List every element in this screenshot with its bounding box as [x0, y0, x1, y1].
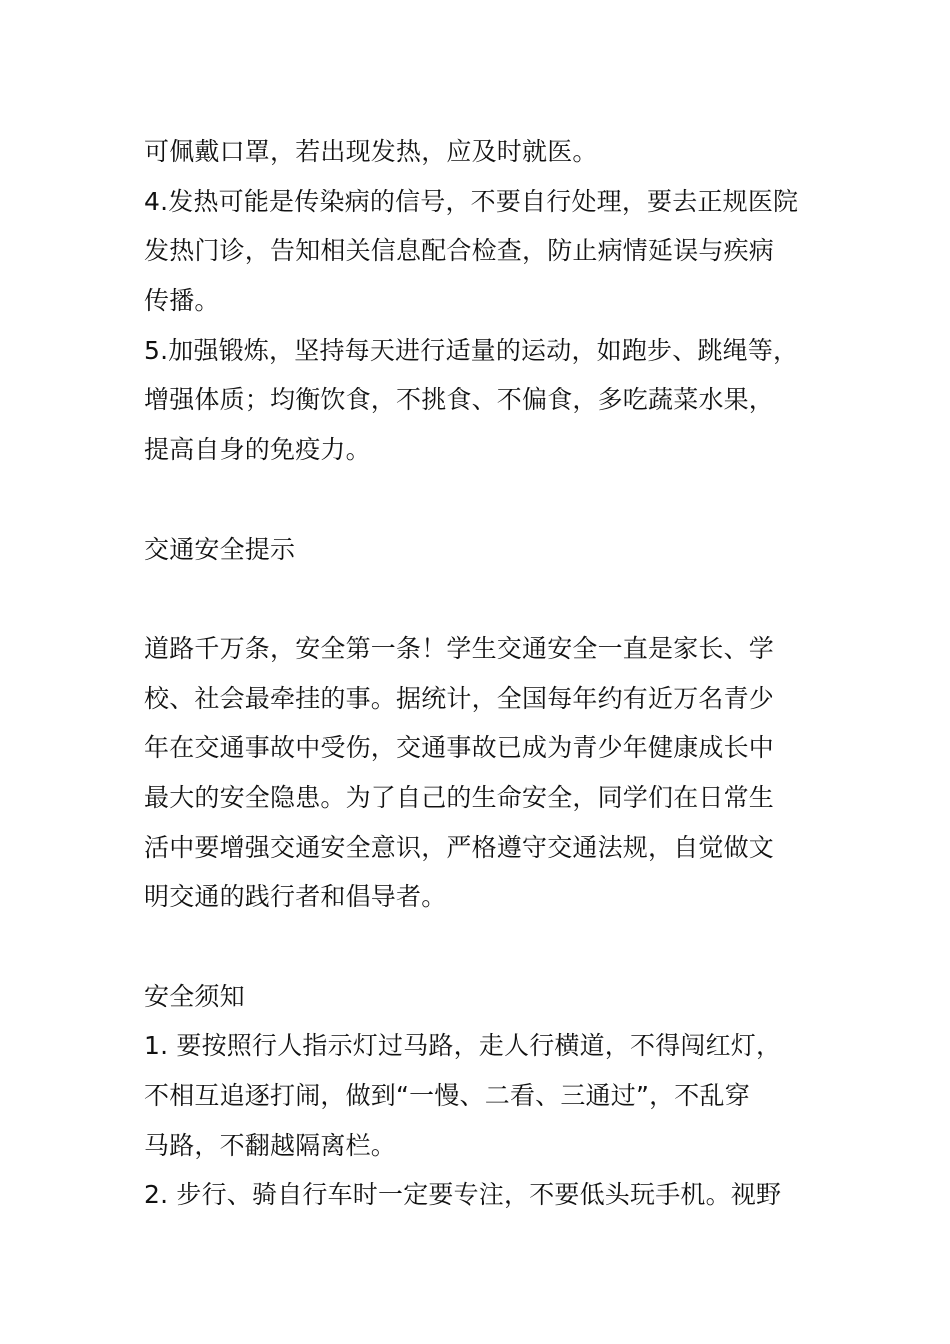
text-line: 2. 步行、骑自行车时一定要专注，不要低头玩手机。视野: [144, 1180, 782, 1210]
text-line: 提高自身的免疫力。: [144, 435, 371, 465]
text-line: 活中要增强交通安全意识，严格遵守交通法规，自觉做文: [144, 832, 775, 862]
paragraph-mask-continuation: [144, 127, 814, 177]
paragraph-item-4: [144, 177, 814, 326]
blank-line: [144, 574, 814, 624]
text-line: 道路千万条，安全第一条！学生交通安全一直是家长、学: [144, 633, 775, 663]
text-line: 增强体质；均衡饮食，不挑食、不偏食，多吃蔬菜水果，: [144, 385, 775, 415]
text-line: 明交通的践行者和倡导者。: [144, 882, 447, 912]
text-line: 不相互追逐打闹，做到“一慢、二看、三通过”，不乱穿: [144, 1081, 750, 1111]
document-body: [144, 127, 814, 1220]
text-line: 传播。: [144, 286, 220, 316]
text-line: 校、社会最牵挂的事。据统计，全国每年约有近万名青少: [144, 683, 775, 713]
text-line: 可佩戴口罩，若出现发热，应及时就医。: [144, 137, 598, 166]
paragraph-notice-1: [144, 1021, 814, 1170]
paragraph-traffic-intro: [144, 624, 814, 922]
text-line: 年在交通事故中受伤，交通事故已成为青少年健康成长中: [144, 733, 775, 763]
text-line: 发热门诊，告知相关信息配合检查，防止病情延误与疾病: [144, 236, 775, 266]
text-line: 1. 要按照行人指示灯过马路，走人行横道，不得闯红灯，: [144, 1031, 782, 1061]
paragraph-item-5: [144, 326, 814, 475]
text-line: 5.加强锻炼，坚持每天进行适量的运动，如跑步、跳绳等，: [144, 335, 799, 365]
blank-line: [144, 475, 814, 525]
paragraph-notice-2: [144, 1170, 814, 1220]
blank-line: [144, 922, 814, 972]
section-heading-traffic: 交通安全提示: [144, 534, 296, 564]
text-line: 马路，不翻越隔离栏。: [144, 1130, 397, 1160]
text-line: 4.发热可能是传染病的信号，不要自行处理，要去正规医院: [144, 186, 799, 216]
text-line: 最大的安全隐患。为了自己的生命安全，同学们在日常生: [144, 782, 775, 812]
section-heading-notice: 安全须知: [144, 981, 245, 1011]
